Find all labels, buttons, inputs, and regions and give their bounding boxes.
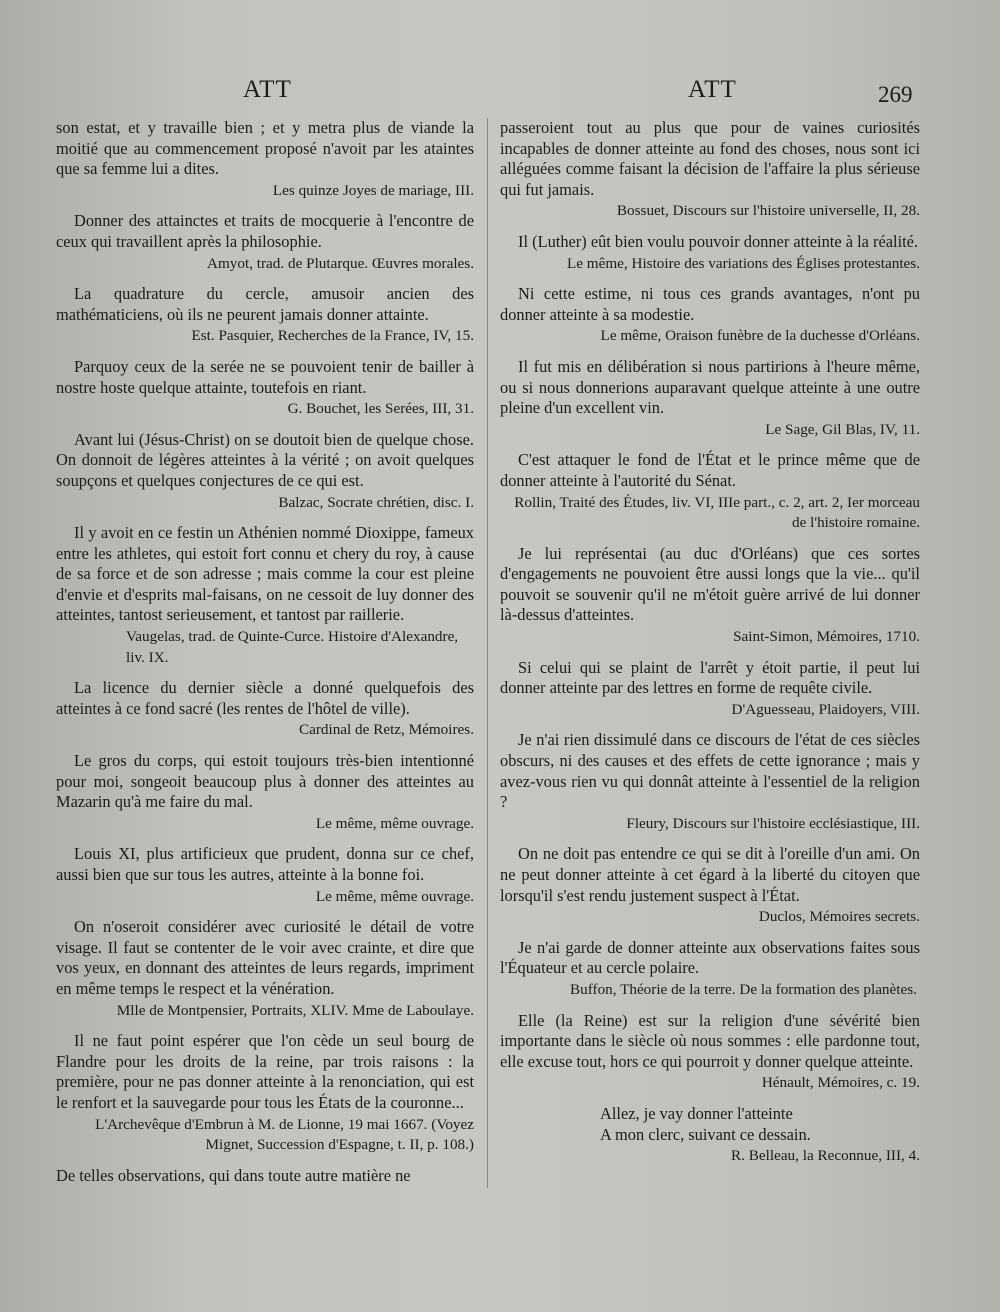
citation: Le même, même ouvrage. [315,887,474,905]
right-column [500,118,920,1177]
citation: Cardinal de Retz, Mémoires. [298,721,474,739]
citation: L'Archevêque d'Embrun à M. de Lionne, 19 mai 1667. (Voyez Mignet, Succession d'Espagne, t. II, p. 108.) [95,1115,474,1154]
running-head-left: ATT [243,76,292,103]
citation: Buffon, Théorie de la terre. De la formation des planètes. [570,980,917,998]
citation: Hénault, Mémoires, c. 19. [761,1074,920,1092]
quotation-text: passeroient tout au plus que pour de vaines curiosités incapables de donner atteinte au fond des choses, nous sont ici alléguées comme faisant la décision de l'affaire la plus sérieuse qui fut jamais. [500,118,920,199]
quotation [500,544,920,648]
quotation [56,751,474,834]
quotation-text: Le gros du corps, qui estoit toujours très-bien intentionné pour moi, songeoit beaucoup plus à donner des atteintes au Mazarin qu'à me faire du mal. [56,751,474,812]
quotation [56,917,474,1021]
citation: Le même, Histoire des variations des Églises protestantes. [566,254,920,272]
quotation [500,658,920,721]
quotation-text: De telles observations, qui dans toute autre matière ne [56,1165,411,1185]
citation: Mlle de Montpensier, Portraits, XLIV. Mme de Laboulaye. [116,1001,474,1019]
citation: Balzac, Socrate chrétien, disc. I. [278,493,474,511]
citation: Bossuet, Discours sur l'histoire universelle, II, 28. [616,202,920,220]
quotation-text: La quadrature du cercle, amusoir ancien des mathématiciens, où ils ne peurent jamais donner attainte. [56,284,474,324]
quotation [500,232,920,274]
citation: Fleury, Discours sur l'histoire ecclésiastique, III. [626,814,920,832]
quotation-text: On n'oseroit considérer avec curiosité le détail de votre visage. Il faut se contenter de le voir avec crainte, et dire que vos yeux, en donnant des atteintes de leurs regards, impriment en même temps le respect et la vénération. [56,917,474,998]
citation: Le même, même ouvrage. [315,814,474,832]
verse-quotation [500,1104,920,1167]
quotation-text: C'est attaquer le fond de l'État et le prince même que de donner atteinte à l'autorité du Sénat. [500,450,920,490]
right-column-quotes [500,118,920,1094]
verse-line-2: A mon clerc, suivant ce dessain. [600,1124,811,1144]
quotation-text: Louis XI, plus artificieux que prudent, donna sur ce chef, aussi bien que sur tous les autres, atteinte à la bonne foi. [56,844,474,884]
quotation-text: son estat, et y travaille bien ; et y metra plus de viande la moitié que au commencement proposé n'avoit par les ataintes que sa femme lui a dites. [56,118,474,179]
quotation [56,284,474,347]
citation: Le même, Oraison funèbre de la duchesse d'Orléans. [600,327,920,345]
quotation [56,844,474,907]
quotation [500,938,920,1001]
quotation [56,678,474,741]
quotation [500,730,920,834]
citation: Rollin, Traité des Études, liv. VI, IIIe part., c. 2, art. 2, Ier morceau de l'histoire romaine. [514,493,920,532]
quotation-text: Si celui qui se plaint de l'arrêt y étoit partie, il peut lui donner atteinte par des lettres en forme de requête civile. [500,657,920,698]
quotation-text: Je lui représentai (au duc d'Orléans) que ces sortes d'engagements ne pouvoient être aussi longs que la vie... qu'il pouvoit se souvenir qu'il ne m'étoit guère arrivé de lui donner là-dessus d'atteintes. [500,543,920,625]
quotation [56,523,474,668]
quotation-text: Je n'ai rien dissimulé dans ce discours de l'état de ces siècles obscurs, ni des causes et des effets de cette ignorance ; mais y avez-vous rien vu qui donnât atteinte à l'essentiel de la religion ? [500,730,920,812]
quotation-text: Donner des attainctes et traits de mocquerie à l'encontre de ceux qui travaillent après la philosophie. [56,211,474,251]
quotation-text: Elle (la Reine) est sur la religion d'une sévérité bien importante dans le siècle où nous sommes : elle pardonne tout, elle excuse tout, hors ce qui pourroit y donner quelque atteinte. [500,1010,920,1071]
quotation [500,284,920,347]
citation: Est. Pasquier, Recherches de la France, IV, 15. [191,327,474,345]
citation: Amyot, trad. de Plutarque. Œuvres morales. [207,254,474,272]
quotation-text: Avant lui (Jésus-Christ) on se doutoit bien de quelque chose. On donnoit de légères atteintes à la vérité ; on avoit quelques soupçons et quelques conjectures de ce qui est. [56,429,474,490]
quotation [500,844,920,927]
quotation [56,1166,474,1187]
verse-line-1: Allez, je vay donner l'atteinte [600,1103,793,1123]
citation: Duclos, Mémoires secrets. [758,908,920,926]
citation: D'Aguesseau, Plaidoyers, VIII. [731,700,920,718]
quotation [56,211,474,274]
running-head-right: ATT [688,76,737,103]
citation: Les quinze Joyes de mariage, III. [272,181,474,199]
left-column [56,118,474,1196]
quotation-text: On ne doit pas entendre ce qui se dit à l'oreille d'un ami. On ne peut donner atteinte à cet égard à la liberté du citoyen que lorsqu'il s'est rendu justement suspect à l'État. [500,844,920,905]
quotation-text: La licence du dernier siècle a donné quelquefois des atteintes à ce fond sacré (les rentes de l'hôtel de ville). [56,678,474,718]
quotation-text: Il fut mis en délibération si nous partirions à l'heure même, ou si nous donnerions auparavant quelque atteinte à une outre pleine d'un excellent vin. [500,356,920,418]
quotation-text: Il ne faut point espérer que l'on cède un seul bourg de Flandre pour les droits de la reine, par trois raisons : la première, pour ne pas donner atteinte à la renonciation, qui est le renfort et la sauvegarde pour tous les États de la couronne... [56,1031,474,1112]
quotation [500,118,920,222]
page-number: 269 [878,82,913,107]
quotation-text: Je n'ai garde de donner atteinte aux observations faites sous l'Équateur et au cercle polaire. [500,937,920,978]
citation: Saint-Simon, Mémoires, 1710. [733,628,920,646]
quotation [56,430,474,513]
quotation [500,357,920,440]
quotation [500,1011,920,1094]
quotation-text: Il y avoit en ce festin un Athénien nommé Dioxippe, fameux entre les athletes, qui estoit fort connu et chery du roy, à cause de sa force et de son adresse ; mais comme la cour est pleine d'envie et d'esprits mal-faisans, on ne cessoit de luy donner des atteintes, tantost serieusement, et tantost par raillerie. [56,523,474,625]
quotation-text: Parquoy ceux de la serée ne se pouvoient tenir de bailler à nostre hoste quelque attainte, toutefois en riant. [56,356,474,397]
quotation-text: Il (Luther) eût bien voulu pouvoir donner atteinte à la réalité. [518,231,919,251]
citation: Vaugelas, trad. de Quinte-Curce. Histoire d'Alexandre, liv. IX. [126,628,459,666]
citation: Le Sage, Gil Blas, IV, 11. [765,420,920,438]
quotation [56,118,474,201]
column-divider [487,118,488,1188]
quotation-text: Ni cette estime, ni tous ces grands avantages, n'ont pu donner atteinte à sa modestie. [500,284,920,324]
quotation [500,450,920,533]
citation: G. Bouchet, les Serées, III, 31. [287,400,474,418]
verse-citation: R. Belleau, la Reconnue, III, 4. [731,1147,920,1165]
quotation [56,357,474,420]
quotation [56,1031,474,1156]
